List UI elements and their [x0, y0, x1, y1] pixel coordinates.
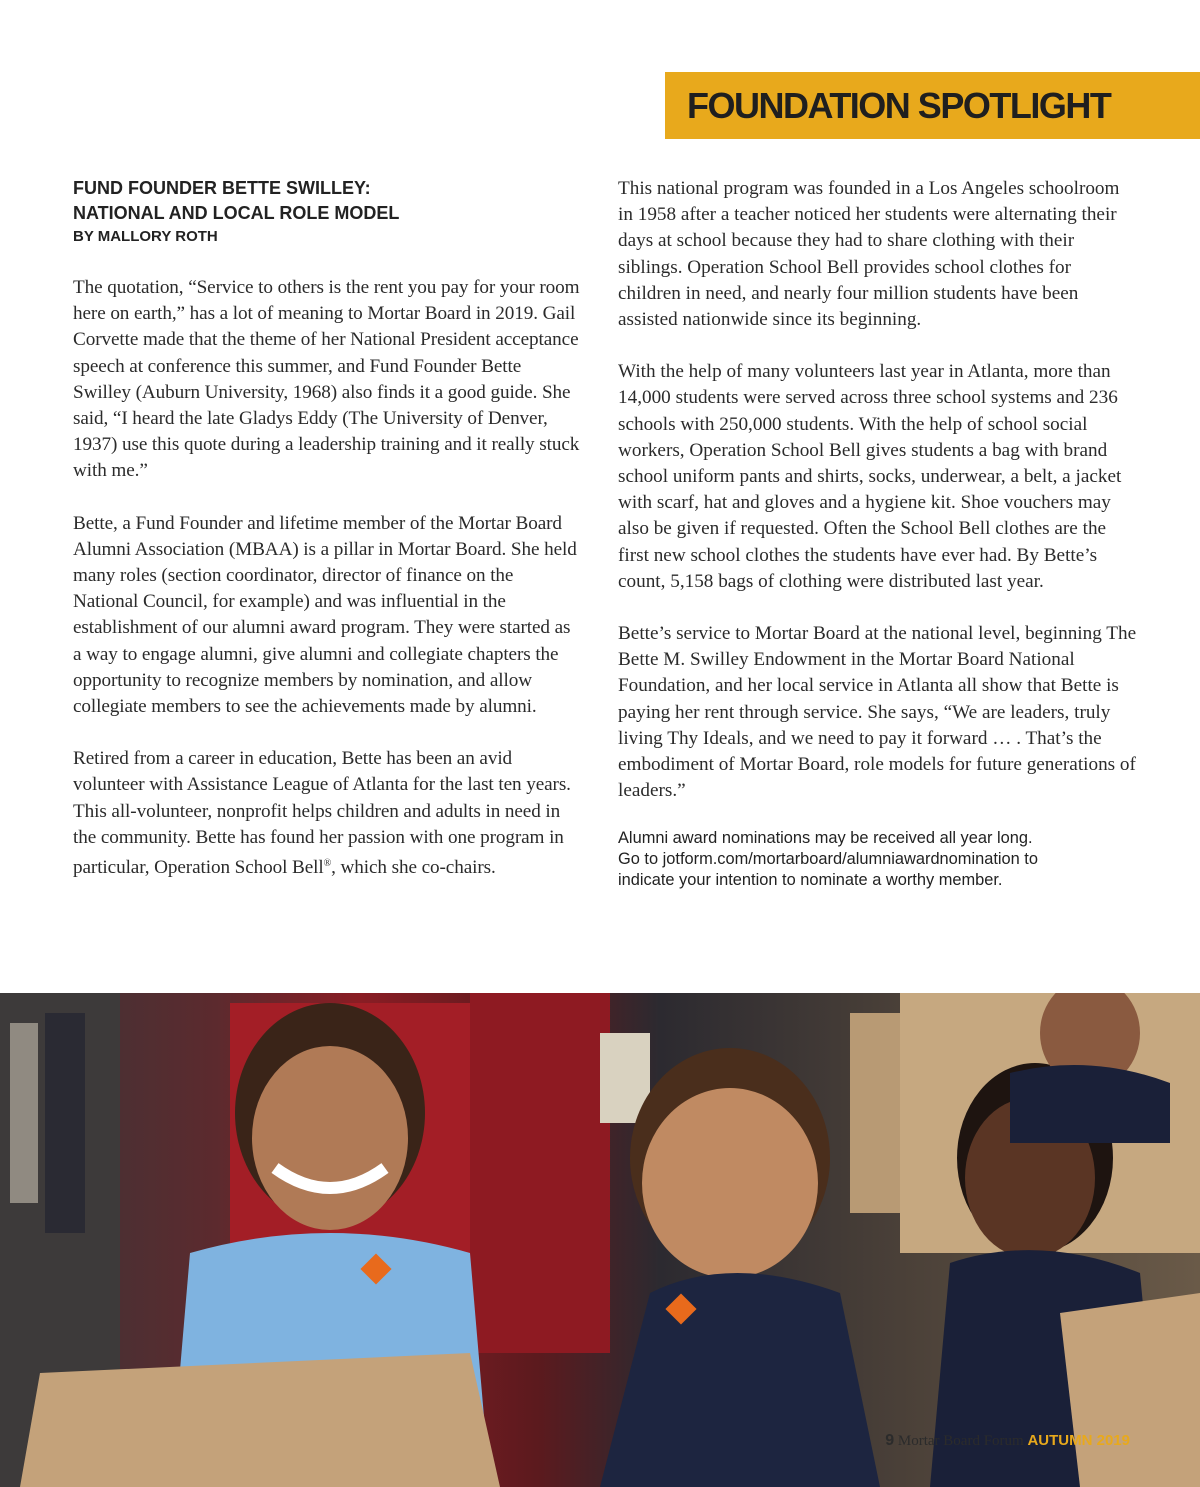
- registered-mark: ®: [323, 858, 332, 870]
- photo-illustration: [0, 993, 1200, 1487]
- article-byline: BY MALLORY ROTH: [73, 228, 218, 245]
- right-column: [618, 176, 1138, 891]
- children-photo: [0, 993, 1200, 1487]
- page-number: 9: [885, 1432, 895, 1449]
- paragraph: With the help of many volunteers last year in Atlanta, more than 14,000 students were served across three school systems and 236 schools with 250,000 students. With the help of school social workers, Operation School Bell gives students a bag with brand school uniform pants and shirts, socks, underwear, a belt, a jacket with scarf, hat and gloves and a hygiene kit. Shoe vouchers may also be given if requested. Often the School Bell clothes are the first new school clothes the students have ever had. By Bette’s count, 5,158 bags of clothing were distributed last year.: [618, 361, 1122, 592]
- note-line-2: Go to jotform.com/mortarboard/alumniawardnomination to: [618, 850, 1038, 869]
- publication-name: Mortar Board Forum: [897, 1433, 1024, 1449]
- note-line-1: Alumni award nominations may be received all year long.: [618, 829, 1033, 848]
- section-title: FOUNDATION SPOTLIGHT: [687, 84, 1111, 126]
- paragraph: [73, 746, 583, 881]
- nomination-note: [618, 828, 1138, 891]
- paragraph-text-end: , which she co-chairs.: [331, 857, 496, 879]
- article-headline: [73, 176, 583, 226]
- paragraph: Bette, a Fund Founder and lifetime member of the Mortar Board Alumni Association (MBAA) is a pillar in Mortar Board. She held many roles (section coordinator, director of finance on the National Council, for example) and was influential in the establishment of our alumni award program. They were started as a way to engage alumni, give alumni and collegiate chapters the opportunity to recognize members by nomination, and allow collegiate members to see the achievements made by alumni.: [73, 512, 577, 718]
- paragraph-text: Retired from a career in education, Bette has been an avid volunteer with Assistance League of Atlanta for the last ten years. This all-volunteer, nonprofit helps children and adults in need in the community. Bette has found her passion with one program in particular, Operation School Bell: [73, 748, 571, 879]
- headline-line-1: FUND FOUNDER BETTE SWILLEY:: [73, 178, 371, 198]
- paragraph: The quotation, “Service to others is the rent you pay for your room here on earth,” has a lot of meaning to Mortar Board in 2019. Gail Corvette made that the theme of her National President acceptance speech at conference this summer, and Fund Founder Bette Swilley (Auburn University, 1968) also finds it a good guide. She said, “I heard the late Gladys Eddy (The University of Denver, 1937) use this quote during a leadership training and it really stuck with me.”: [73, 277, 580, 482]
- paragraph: Bette’s service to Mortar Board at the national level, beginning The Bette M. Swilley Endowment in the Mortar Board National Foundation, and her local service in Atlanta all show that Bette is paying her rent through service. She says, “We are leaders, truly living Thy Ideals, and we need to pay it forward … . That’s the embodiment of Mortar Board, role models for future generations of leaders.”: [618, 623, 1137, 802]
- page-footer: [885, 1432, 1130, 1450]
- issue-season: AUTUMN 2019: [1027, 1432, 1130, 1449]
- note-line-3: indicate your intention to nominate a worthy member.: [618, 871, 1003, 890]
- left-column: [73, 176, 583, 907]
- paragraph: This national program was founded in a Los Angeles schoolroom in 1958 after a teacher noticed her students were alternating their days at school because they had to share clothing with their siblings. Operation School Bell provides school clothes for children in need, and nearly four million students have been assisted nationwide since its beginning.: [618, 178, 1120, 331]
- section-banner: [665, 72, 1200, 139]
- headline-line-2: NATIONAL AND LOCAL ROLE MODEL: [73, 203, 400, 223]
